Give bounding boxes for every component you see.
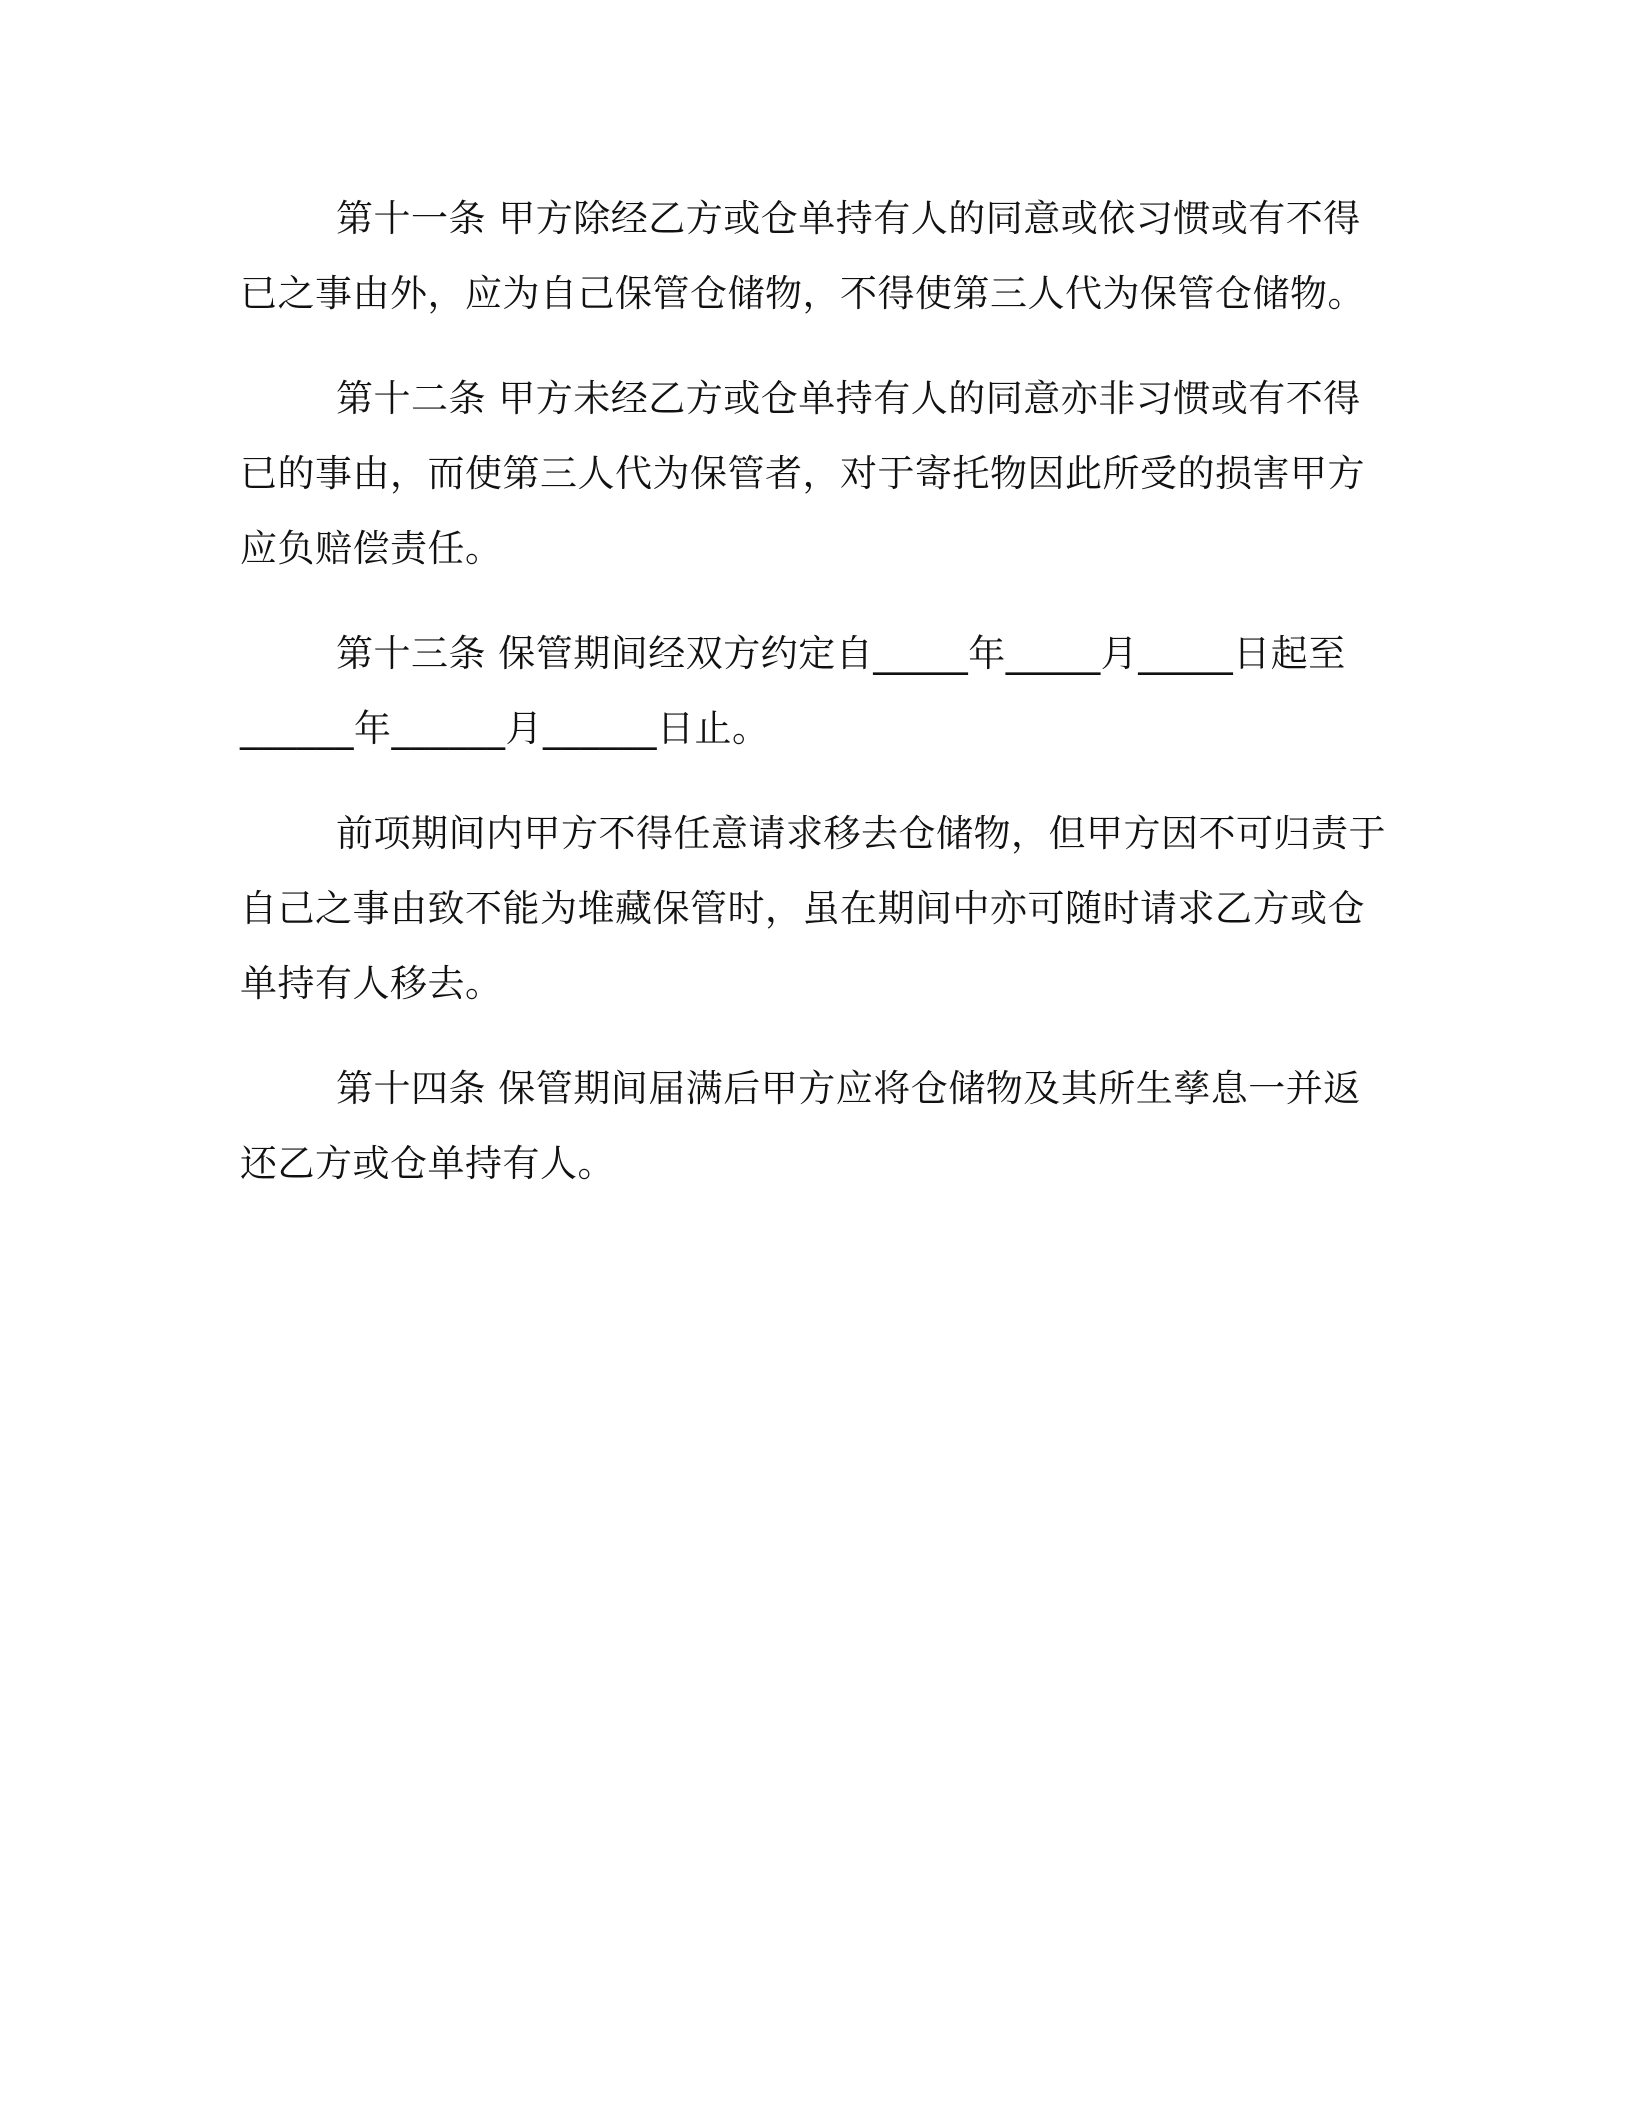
article-12: [240, 366, 1380, 591]
article-12-line-1: 第十二条 甲方未经乙方或仓单持有人的同意亦非习惯或有不得: [336, 377, 1361, 420]
article-13-para-2-line-1: 前项期间内甲方不得任意请求移去仓储物，但甲方因不可归责于: [336, 812, 1386, 855]
article-14-line-1: 第十四条 保管期间届满后甲方应将仓储物及其所生孳息一并返: [336, 1067, 1361, 1110]
article-13-para-2-line-3: 单持有人移去。: [240, 962, 503, 1005]
article-13-line-1: 第十三条 保管期间经双方约定自_____年_____月_____日起至: [336, 632, 1346, 675]
article-11: [240, 186, 1380, 336]
article-13-para-2-line-2: 自己之事由致不能为堆藏保管时，虽在期间中亦可随时请求乙方或仓: [240, 887, 1365, 930]
article-13-paragraph-2: [240, 801, 1386, 1026]
article-12-line-2: 已的事由，而使第三人代为保管者，对于寄托物因此所受的损害甲方: [240, 452, 1365, 495]
article-14: [240, 1056, 1380, 1206]
article-12-line-3: 应负赔偿责任。: [240, 527, 503, 570]
article-11-line-2: 已之事由外，应为自己保管仓储物，不得使第三人代为保管仓储物。: [240, 272, 1365, 315]
article-13: [240, 621, 1380, 771]
article-13-line-2: ______年______月______日止。: [240, 707, 770, 750]
article-11-line-1: 第十一条 甲方除经乙方或仓单持有人的同意或依习惯或有不得: [336, 197, 1361, 240]
document-body: [240, 186, 1386, 1206]
article-14-line-2: 还乙方或仓单持有人。: [240, 1142, 615, 1185]
